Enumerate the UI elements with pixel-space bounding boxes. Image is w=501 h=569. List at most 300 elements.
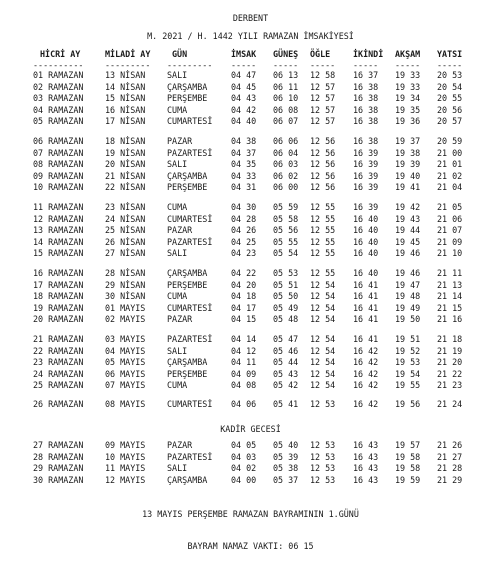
miladi-cell: 24 NİSAN: [105, 213, 146, 224]
header-underline: -----: [395, 60, 421, 70]
table-row: [0, 358, 501, 368]
ikindi-cell: 16 40: [353, 268, 379, 278]
table-row: [0, 106, 501, 116]
yatsi-cell: 20 56: [437, 104, 463, 115]
table-row: [0, 160, 501, 170]
gun-cell: PERŞEMBE: [167, 368, 208, 379]
gunes-cell: 06 02: [273, 170, 299, 181]
gunes-cell: 05 51: [273, 279, 299, 290]
miladi-cell: 03 MAYIS: [105, 334, 146, 344]
hicri-cell: 24 RAMAZAN: [33, 368, 84, 379]
ogle-cell: 12 55: [310, 268, 336, 278]
gunes-cell: 05 50: [273, 291, 299, 302]
imsak-cell: 04 40: [231, 116, 257, 127]
aksam-cell: 19 50: [395, 314, 421, 325]
gunes-cell: 06 00: [273, 182, 299, 193]
gunes-cell: 05 41: [273, 399, 299, 409]
ikindi-cell: 16 42: [353, 399, 379, 409]
yatsi-cell: 21 24: [437, 399, 463, 409]
imsak-cell: 04 12: [231, 345, 257, 356]
ogle-cell: 12 55: [310, 236, 336, 247]
gunes-cell: 06 11: [273, 81, 299, 92]
hicri-cell: 08 RAMAZAN: [33, 159, 84, 170]
ikindi-cell: 16 40: [353, 213, 379, 224]
gunes-cell: 05 55: [273, 236, 299, 247]
table-row: [0, 370, 501, 380]
hicri-cell: 15 RAMAZAN: [33, 248, 84, 259]
imsak-cell: 04 00: [231, 474, 257, 485]
ogle-cell: 12 57: [310, 116, 336, 127]
ikindi-cell: 16 40: [353, 248, 379, 259]
ogle-cell: 12 57: [310, 81, 336, 92]
yatsi-cell: 21 00: [437, 147, 463, 158]
gunes-cell: 06 04: [273, 147, 299, 158]
ogle-cell: 12 57: [310, 93, 336, 104]
col-header-miladi: MİLADİ AY: [105, 49, 151, 59]
col-header-gun: GÜN: [172, 49, 188, 59]
col-header-ogle: ÖĞLE: [310, 49, 331, 59]
ogle-cell: 12 54: [310, 279, 336, 290]
header-underline: -----: [273, 60, 299, 70]
yatsi-cell: 21 15: [437, 302, 463, 313]
aksam-cell: 19 52: [395, 345, 421, 356]
miladi-cell: 17 NİSAN: [105, 116, 146, 127]
aksam-cell: 19 48: [395, 291, 421, 302]
yatsi-cell: 20 57: [437, 116, 463, 127]
aksam-cell: 19 45: [395, 236, 421, 247]
aksam-cell: 19 51: [395, 334, 421, 344]
hicri-cell: 21 RAMAZAN: [33, 334, 84, 344]
aksam-cell: 19 58: [395, 451, 421, 462]
gun-cell: PAZARTESİ: [167, 334, 213, 344]
imsak-cell: 04 05: [231, 440, 257, 450]
hicri-cell: 17 RAMAZAN: [33, 279, 84, 290]
aksam-cell: 19 33: [395, 70, 421, 80]
yatsi-cell: 21 11: [437, 268, 463, 278]
miladi-cell: 22 NİSAN: [105, 182, 146, 193]
table-row: [0, 203, 501, 213]
hicri-cell: 12 RAMAZAN: [33, 213, 84, 224]
gun-cell: SALI: [167, 345, 188, 356]
ogle-cell: 12 55: [310, 248, 336, 259]
imsak-cell: 04 47: [231, 70, 257, 80]
gunes-cell: 06 06: [273, 136, 299, 146]
ikindi-cell: 16 41: [353, 314, 379, 325]
ogle-cell: 12 56: [310, 136, 336, 146]
gunes-cell: 05 44: [273, 357, 299, 368]
miladi-cell: 12 MAYIS: [105, 474, 146, 485]
imsak-cell: 04 30: [231, 202, 257, 212]
aksam-cell: 19 58: [395, 463, 421, 474]
ikindi-cell: 16 39: [353, 159, 379, 170]
ogle-cell: 12 54: [310, 380, 336, 391]
imsak-cell: 04 20: [231, 279, 257, 290]
gun-cell: SALI: [167, 463, 188, 474]
city-name: DERBENT: [232, 13, 269, 23]
gun-cell: ÇARŞAMBA: [167, 357, 208, 368]
imsak-cell: 04 45: [231, 81, 257, 92]
imsak-cell: 04 23: [231, 248, 257, 259]
hicri-cell: 19 RAMAZAN: [33, 302, 84, 313]
yatsi-cell: 21 04: [437, 182, 463, 193]
gun-cell: CUMA: [167, 291, 188, 302]
aksam-cell: 19 44: [395, 225, 421, 236]
col-header-gunes: GÜNEŞ: [273, 49, 299, 59]
ikindi-cell: 16 43: [353, 440, 379, 450]
hicri-cell: 05 RAMAZAN: [33, 116, 84, 127]
imsak-cell: 04 37: [231, 147, 257, 158]
table-row: [0, 347, 501, 357]
aksam-cell: 19 46: [395, 268, 421, 278]
gunes-cell: 06 03: [273, 159, 299, 170]
aksam-cell: 19 42: [395, 202, 421, 212]
gunes-cell: 06 13: [273, 70, 299, 80]
hicri-cell: 20 RAMAZAN: [33, 314, 84, 325]
gunes-cell: 06 07: [273, 116, 299, 127]
imsak-cell: 04 31: [231, 182, 257, 193]
table-row: [0, 315, 501, 325]
aksam-cell: 19 40: [395, 170, 421, 181]
aksam-cell: 19 39: [395, 159, 421, 170]
imsak-cell: 04 09: [231, 368, 257, 379]
miladi-cell: 08 MAYIS: [105, 399, 146, 409]
aksam-cell: 19 43: [395, 213, 421, 224]
ikindi-cell: 16 38: [353, 136, 379, 146]
imsak-cell: 04 06: [231, 399, 257, 409]
imsak-cell: 04 03: [231, 451, 257, 462]
imsak-cell: 04 11: [231, 357, 257, 368]
table-row: [0, 441, 501, 451]
miladi-cell: 19 NİSAN: [105, 147, 146, 158]
gun-cell: CUMARTESİ: [167, 302, 213, 313]
hicri-cell: 27 RAMAZAN: [33, 440, 84, 450]
bayram-note: 13 MAYIS PERŞEMBE RAMAZAN BAYRAMININ 1.GÜNÜ: [142, 509, 359, 519]
miladi-cell: 04 MAYIS: [105, 345, 146, 356]
hicri-cell: 16 RAMAZAN: [33, 268, 84, 278]
hicri-cell: 30 RAMAZAN: [33, 474, 84, 485]
imsak-cell: 04 38: [231, 136, 257, 146]
gun-cell: SALI: [167, 159, 188, 170]
yatsi-cell: 20 54: [437, 81, 463, 92]
ogle-cell: 12 54: [310, 334, 336, 344]
gunes-cell: 05 42: [273, 380, 299, 391]
ogle-cell: 12 56: [310, 159, 336, 170]
hicri-cell: 01 RAMAZAN: [33, 70, 84, 80]
table-row: [0, 464, 501, 474]
table-row: [0, 117, 501, 127]
bayram-namaz-note: BAYRAM NAMAZ VAKTI: 06 15: [187, 541, 314, 551]
yatsi-cell: 21 05: [437, 202, 463, 212]
ikindi-cell: 16 41: [353, 302, 379, 313]
yatsi-cell: 21 13: [437, 279, 463, 290]
imsak-cell: 04 28: [231, 213, 257, 224]
yatsi-cell: 20 53: [437, 70, 463, 80]
col-header-hicri: HİCRİ AY: [40, 49, 81, 59]
hicri-cell: 14 RAMAZAN: [33, 236, 84, 247]
yatsi-cell: 21 20: [437, 357, 463, 368]
gunes-cell: 05 47: [273, 334, 299, 344]
table-row: [0, 400, 501, 410]
imsak-cell: 04 42: [231, 104, 257, 115]
hicri-cell: 26 RAMAZAN: [33, 399, 84, 409]
gun-cell: ÇARŞAMBA: [167, 170, 208, 181]
yatsi-cell: 21 01: [437, 159, 463, 170]
header-underline: ---------: [167, 60, 213, 70]
gunes-cell: 05 39: [273, 451, 299, 462]
aksam-cell: 19 56: [395, 399, 421, 409]
aksam-cell: 19 34: [395, 93, 421, 104]
ikindi-cell: 16 37: [353, 70, 379, 80]
ogle-cell: 12 56: [310, 182, 336, 193]
ikindi-cell: 16 38: [353, 81, 379, 92]
table-row: [0, 304, 501, 314]
hicri-cell: 10 RAMAZAN: [33, 182, 84, 193]
table-row: [0, 281, 501, 291]
col-header-imsak: İMSAK: [231, 49, 257, 59]
gunes-cell: 05 48: [273, 314, 299, 325]
gunes-cell: 06 10: [273, 93, 299, 104]
aksam-cell: 19 46: [395, 248, 421, 259]
miladi-cell: 15 NİSAN: [105, 93, 146, 104]
table-row: [0, 335, 501, 345]
aksam-cell: 19 59: [395, 474, 421, 485]
gunes-cell: 05 37: [273, 474, 299, 485]
aksam-cell: 19 47: [395, 279, 421, 290]
gunes-cell: 05 46: [273, 345, 299, 356]
imsak-cell: 04 18: [231, 291, 257, 302]
gunes-cell: 05 49: [273, 302, 299, 313]
hicri-cell: 02 RAMAZAN: [33, 81, 84, 92]
aksam-cell: 19 33: [395, 81, 421, 92]
table-row: [0, 226, 501, 236]
gun-cell: PAZAR: [167, 225, 193, 236]
aksam-cell: 19 37: [395, 136, 421, 146]
ikindi-cell: 16 38: [353, 93, 379, 104]
aksam-cell: 19 57: [395, 440, 421, 450]
gunes-cell: 05 59: [273, 202, 299, 212]
ogle-cell: 12 54: [310, 368, 336, 379]
aksam-cell: 19 41: [395, 182, 421, 193]
table-row: [0, 453, 501, 463]
imsak-cell: 04 26: [231, 225, 257, 236]
table-row: [0, 249, 501, 259]
yatsi-cell: 21 10: [437, 248, 463, 259]
ogle-cell: 12 53: [310, 474, 336, 485]
gun-cell: ÇARŞAMBA: [167, 268, 208, 278]
ogle-cell: 12 53: [310, 399, 336, 409]
ikindi-cell: 16 39: [353, 170, 379, 181]
header-underline: -----: [437, 60, 463, 70]
gun-cell: ÇARŞAMBA: [167, 474, 208, 485]
table-row: [0, 215, 501, 225]
table-row: [0, 269, 501, 279]
gun-cell: PAZAR: [167, 314, 193, 325]
gunes-cell: 05 54: [273, 248, 299, 259]
yatsi-cell: 21 14: [437, 291, 463, 302]
miladi-cell: 29 NİSAN: [105, 279, 146, 290]
aksam-cell: 19 49: [395, 302, 421, 313]
gun-cell: PAZARTESİ: [167, 236, 213, 247]
hicri-cell: 25 RAMAZAN: [33, 380, 84, 391]
gun-cell: PAZARTESİ: [167, 451, 213, 462]
ogle-cell: 12 53: [310, 463, 336, 474]
gun-cell: PAZARTESİ: [167, 147, 213, 158]
gun-cell: SALI: [167, 70, 188, 80]
gunes-cell: 05 40: [273, 440, 299, 450]
col-header-yatsi: YATSI: [437, 49, 463, 59]
header-underline: ----------: [33, 60, 84, 70]
ikindi-cell: 16 43: [353, 451, 379, 462]
gun-cell: PAZAR: [167, 136, 193, 146]
imsak-cell: 04 08: [231, 380, 257, 391]
header-underline: ---------: [105, 60, 151, 70]
yatsi-cell: 21 06: [437, 213, 463, 224]
miladi-cell: 02 MAYIS: [105, 314, 146, 325]
yatsi-cell: 21 23: [437, 380, 463, 391]
ikindi-cell: 16 41: [353, 334, 379, 344]
ikindi-cell: 16 39: [353, 182, 379, 193]
yatsi-cell: 21 27: [437, 451, 463, 462]
gun-cell: SALI: [167, 248, 188, 259]
imsak-cell: 04 22: [231, 268, 257, 278]
ogle-cell: 12 54: [310, 345, 336, 356]
gun-cell: PERŞEMBE: [167, 93, 208, 104]
hicri-cell: 07 RAMAZAN: [33, 147, 84, 158]
ogle-cell: 12 54: [310, 291, 336, 302]
imsak-cell: 04 35: [231, 159, 257, 170]
gunes-cell: 05 58: [273, 213, 299, 224]
gun-cell: CUMA: [167, 104, 188, 115]
hicri-cell: 03 RAMAZAN: [33, 93, 84, 104]
hicri-cell: 13 RAMAZAN: [33, 225, 84, 236]
yatsi-cell: 21 18: [437, 334, 463, 344]
yatsi-cell: 21 16: [437, 314, 463, 325]
aksam-cell: 19 35: [395, 104, 421, 115]
miladi-cell: 23 NİSAN: [105, 202, 146, 212]
header-underline: -----: [231, 60, 257, 70]
imsak-cell: 04 15: [231, 314, 257, 325]
ikindi-cell: 16 38: [353, 104, 379, 115]
gunes-cell: 05 43: [273, 368, 299, 379]
hicri-cell: 22 RAMAZAN: [33, 345, 84, 356]
hicri-cell: 28 RAMAZAN: [33, 451, 84, 462]
aksam-cell: 19 38: [395, 147, 421, 158]
miladi-cell: 28 NİSAN: [105, 268, 146, 278]
yatsi-cell: 21 22: [437, 368, 463, 379]
hicri-cell: 04 RAMAZAN: [33, 104, 84, 115]
gun-cell: PAZAR: [167, 440, 193, 450]
yatsi-cell: 21 02: [437, 170, 463, 181]
aksam-cell: 19 55: [395, 380, 421, 391]
hicri-cell: 09 RAMAZAN: [33, 170, 84, 181]
miladi-cell: 16 NİSAN: [105, 104, 146, 115]
header-underline: -----: [310, 60, 336, 70]
gun-cell: CUMA: [167, 202, 188, 212]
hicri-cell: 29 RAMAZAN: [33, 463, 84, 474]
imsak-cell: 04 02: [231, 463, 257, 474]
table-row: [0, 292, 501, 302]
miladi-cell: 27 NİSAN: [105, 248, 146, 259]
gun-cell: CUMARTESİ: [167, 213, 213, 224]
miladi-cell: 18 NİSAN: [105, 136, 146, 146]
table-header: [0, 49, 501, 70]
ogle-cell: 12 54: [310, 302, 336, 313]
header-underline: -----: [353, 60, 379, 70]
table-row: [0, 83, 501, 93]
ogle-cell: 12 58: [310, 70, 336, 80]
hicri-cell: 23 RAMAZAN: [33, 357, 84, 368]
gun-cell: PERŞEMBE: [167, 279, 208, 290]
ogle-cell: 12 53: [310, 451, 336, 462]
ikindi-cell: 16 42: [353, 345, 379, 356]
ogle-cell: 12 54: [310, 314, 336, 325]
ikindi-cell: 16 43: [353, 463, 379, 474]
ikindi-cell: 16 42: [353, 357, 379, 368]
table-row: [0, 183, 501, 193]
ogle-cell: 12 55: [310, 202, 336, 212]
ogle-cell: 12 57: [310, 104, 336, 115]
miladi-cell: 26 NİSAN: [105, 236, 146, 247]
ikindi-cell: 16 43: [353, 474, 379, 485]
table-row: [0, 172, 501, 182]
aksam-cell: 19 36: [395, 116, 421, 127]
table-row: [0, 238, 501, 248]
yatsi-cell: 21 09: [437, 236, 463, 247]
gun-cell: CUMARTESİ: [167, 399, 213, 409]
ikindi-cell: 16 42: [353, 368, 379, 379]
miladi-cell: 11 MAYIS: [105, 463, 146, 474]
ogle-cell: 12 56: [310, 170, 336, 181]
ikindi-cell: 16 42: [353, 380, 379, 391]
gunes-cell: 05 53: [273, 268, 299, 278]
miladi-cell: 21 NİSAN: [105, 170, 146, 181]
aksam-cell: 19 53: [395, 357, 421, 368]
gunes-cell: 06 08: [273, 104, 299, 115]
miladi-cell: 10 MAYIS: [105, 451, 146, 462]
miladi-cell: 25 NİSAN: [105, 225, 146, 236]
miladi-cell: 06 MAYIS: [105, 368, 146, 379]
yatsi-cell: 21 07: [437, 225, 463, 236]
ikindi-cell: 16 39: [353, 147, 379, 158]
col-header-ikindi: İKİNDİ: [353, 49, 384, 59]
table-row: [0, 71, 501, 81]
gun-cell: PERŞEMBE: [167, 182, 208, 193]
hicri-cell: 11 RAMAZAN: [33, 202, 84, 212]
table-row: [0, 381, 501, 391]
ogle-cell: 12 56: [310, 147, 336, 158]
imsak-cell: 04 33: [231, 170, 257, 181]
miladi-cell: 30 NİSAN: [105, 291, 146, 302]
imsak-cell: 04 25: [231, 236, 257, 247]
yatsi-cell: 21 26: [437, 440, 463, 450]
ikindi-cell: 16 41: [353, 279, 379, 290]
imsak-cell: 04 14: [231, 334, 257, 344]
ikindi-cell: 16 39: [353, 202, 379, 212]
table-row: [0, 94, 501, 104]
gun-cell: CUMARTESİ: [167, 116, 213, 127]
hicri-cell: 18 RAMAZAN: [33, 291, 84, 302]
ikindi-cell: 16 38: [353, 116, 379, 127]
document-title: M. 2021 / H. 1442 YILI RAMAZAN İMSAKİYESİ: [147, 31, 354, 41]
col-header-aksam: AKŞAM: [395, 49, 421, 59]
miladi-cell: 20 NİSAN: [105, 159, 146, 170]
ogle-cell: 12 53: [310, 440, 336, 450]
yatsi-cell: 20 55: [437, 93, 463, 104]
miladi-cell: 13 NİSAN: [105, 70, 146, 80]
ogle-cell: 12 55: [310, 213, 336, 224]
gunes-cell: 05 56: [273, 225, 299, 236]
hicri-cell: 06 RAMAZAN: [33, 136, 84, 146]
